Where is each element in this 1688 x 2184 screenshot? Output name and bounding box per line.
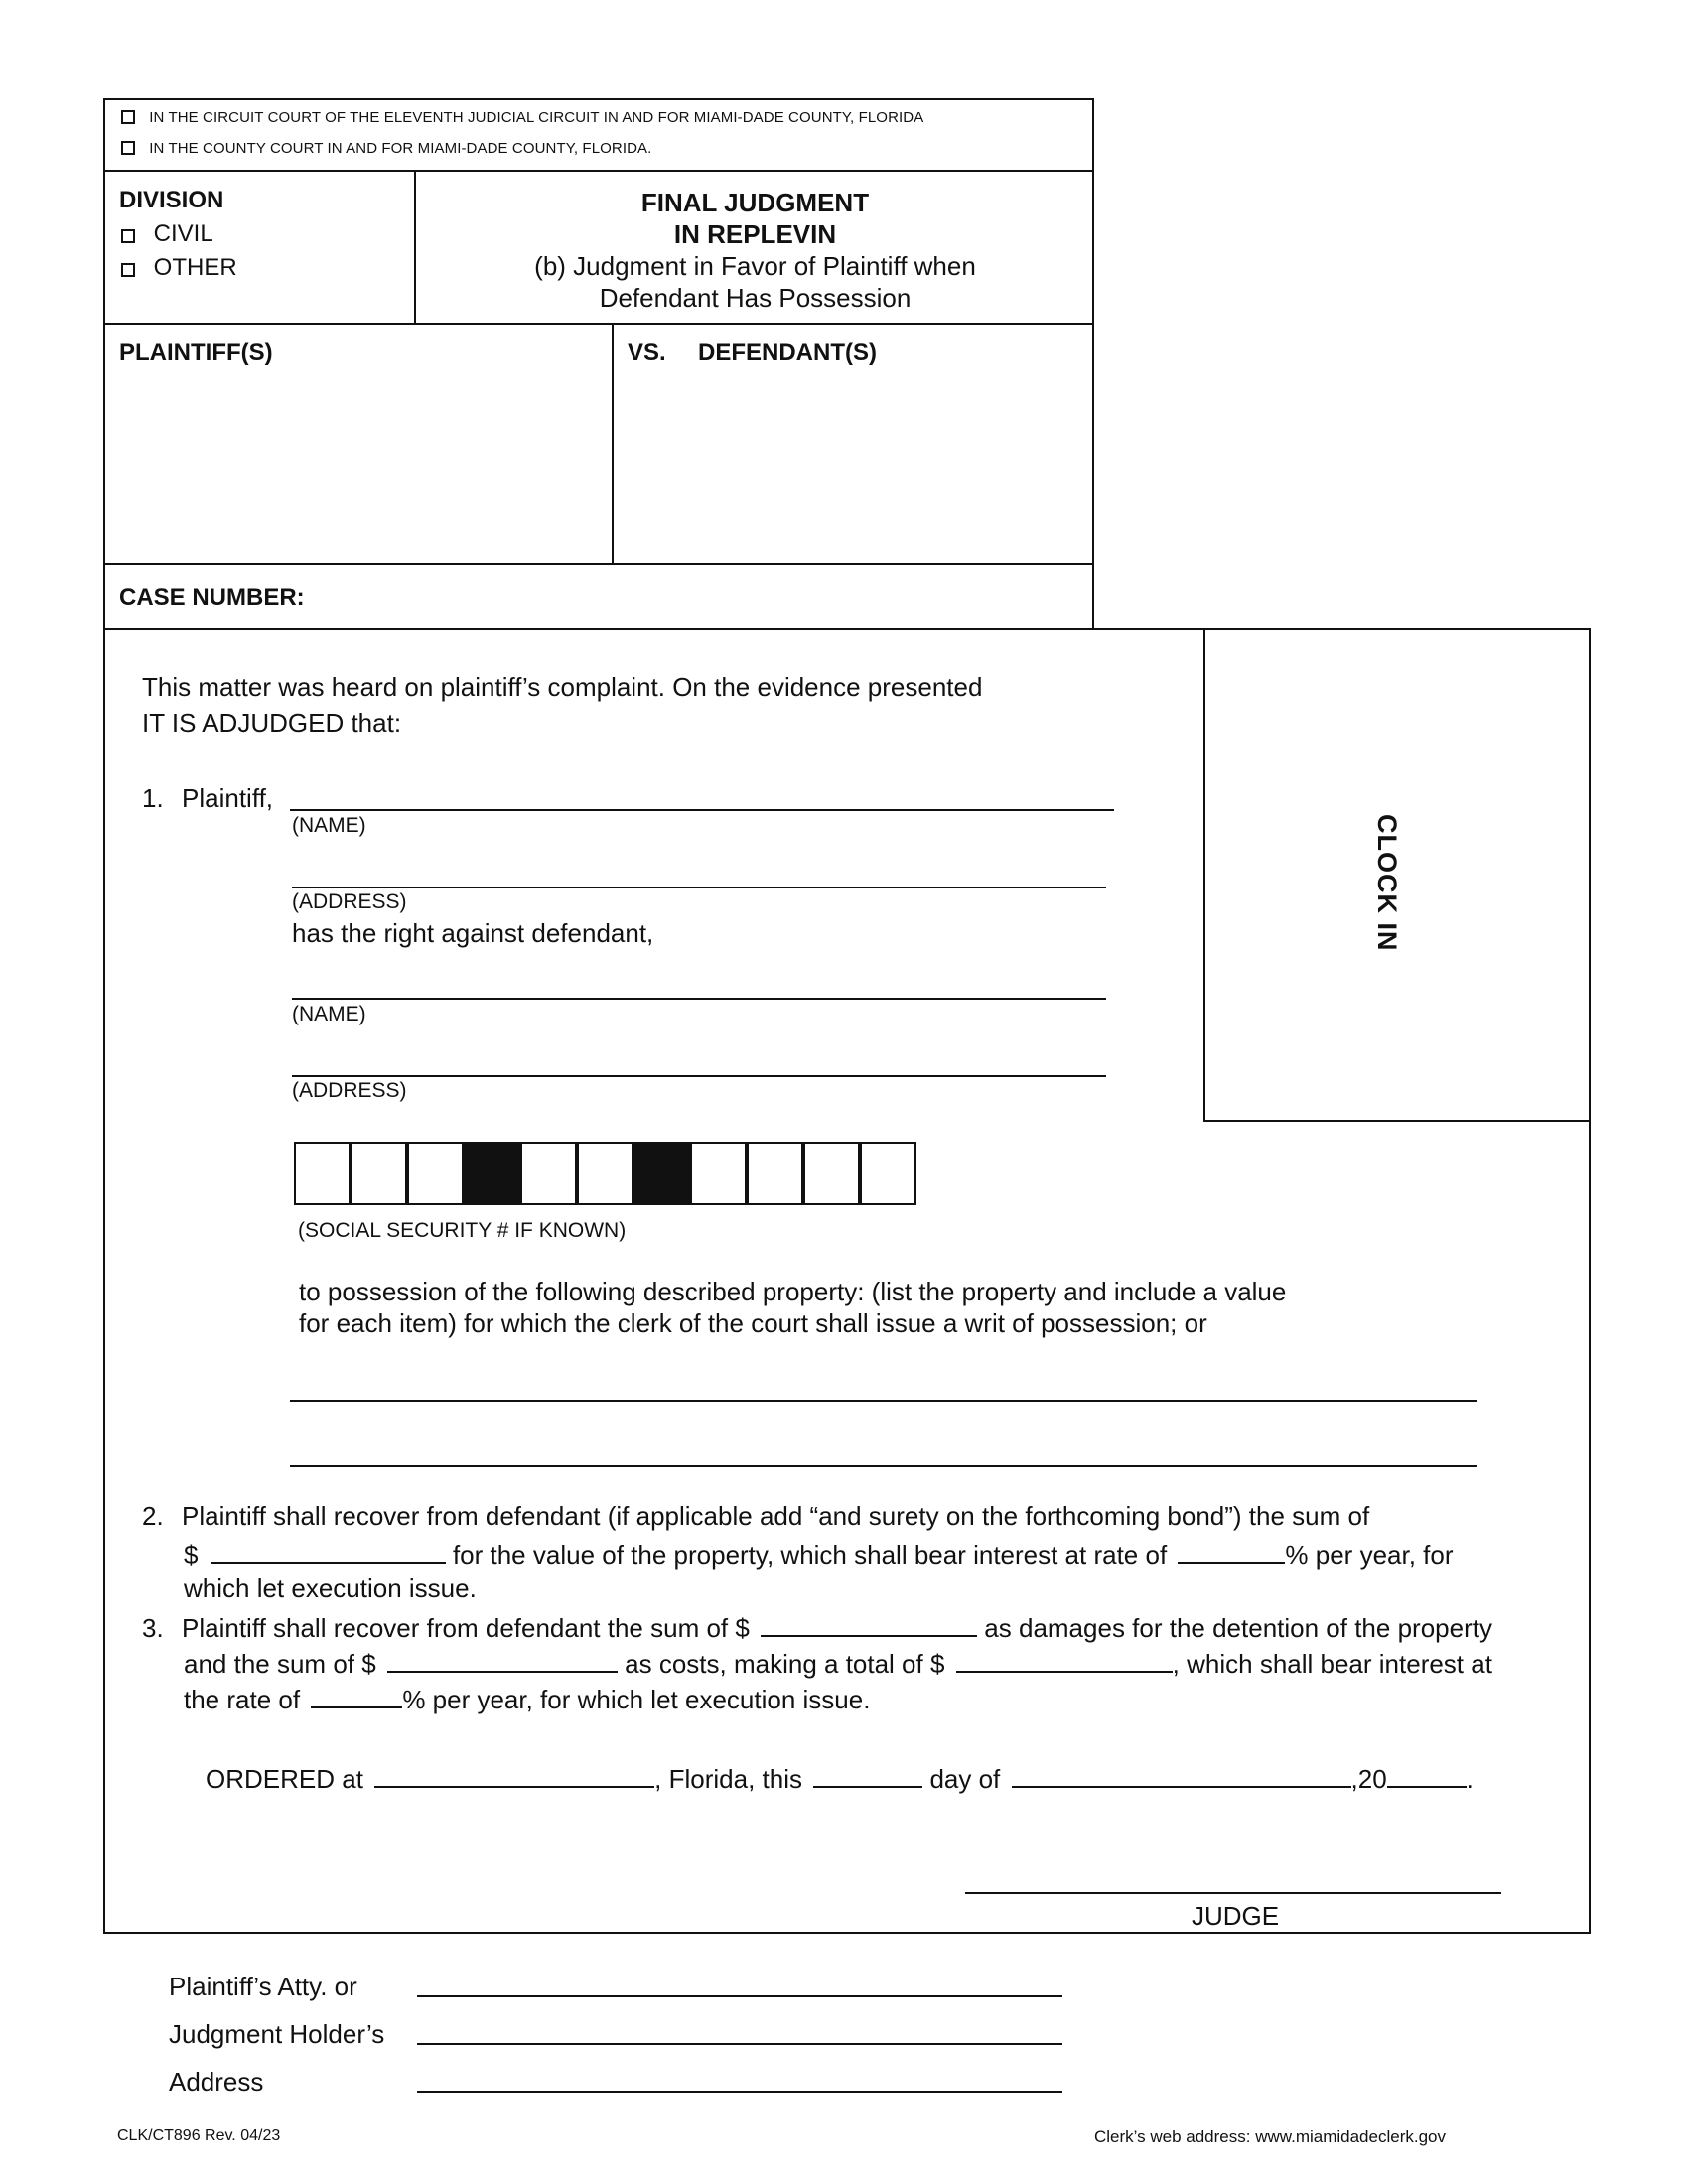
plaintiff-address-line[interactable]: [292, 887, 1106, 888]
ssn-digit-5[interactable]: [577, 1142, 633, 1205]
ssn-digit-2[interactable]: [351, 1142, 407, 1205]
ssn-label: (SOCIAL SECURITY # IF KNOWN): [298, 1219, 627, 1242]
form-title: [416, 187, 1094, 314]
form-title-line1: FINAL JUDGMENT: [640, 188, 870, 217]
item3-costs-blank[interactable]: [387, 1649, 618, 1673]
plaintiffs-label: PLAINTIFF(S): [119, 340, 273, 366]
plaintiffs-field[interactable]: [117, 377, 604, 556]
attorney-label-line1: Plaintiff’s Atty. or: [169, 1972, 357, 2001]
plaintiff-name-label: (NAME): [292, 814, 366, 837]
defendant-name-label: (NAME): [292, 1003, 366, 1025]
ssn-digit-8[interactable]: [803, 1142, 860, 1205]
defendants-field[interactable]: [626, 377, 1082, 556]
item3-damages-blank[interactable]: [761, 1613, 977, 1637]
other-checkbox[interactable]: [121, 263, 135, 277]
ssn-digit-7[interactable]: [747, 1142, 803, 1205]
circuit-court-label: IN THE CIRCUIT COURT OF THE ELEVENTH JUDICIAL CIRCUIT IN AND FOR MIAMI-DADE COUNTY, FLORIDA: [149, 109, 924, 126]
form-subtitle-line2: Defendant Has Possession: [599, 283, 912, 313]
ssn-digit-3[interactable]: [407, 1142, 464, 1205]
case-number-label: CASE NUMBER:: [119, 584, 305, 611]
intro-line1: This matter was heard on plaintiff’s complaint. On the evidence presented: [142, 672, 983, 702]
ordered-line: [206, 1761, 1474, 1797]
county-court-label: IN THE COUNTY COURT IN AND FOR MIAMI-DADE COUNTY, FLORIDA.: [149, 140, 652, 157]
plaintiff-address-label: (ADDRESS): [292, 890, 407, 913]
item2-line2: [184, 1537, 1454, 1572]
judge-signature-line[interactable]: [965, 1892, 1501, 1894]
ordered-period: .: [1466, 1764, 1474, 1794]
parties-divider: [612, 323, 614, 565]
item3-rate-suffix: % per year, for which let execution issue.: [402, 1685, 871, 1714]
ordered-day-blank[interactable]: [813, 1764, 922, 1788]
civil-checkbox[interactable]: [121, 229, 135, 243]
item3-rate-prefix: the rate of: [184, 1685, 301, 1714]
defendant-name-line[interactable]: [292, 998, 1106, 1000]
ordered-year-blank[interactable]: [1387, 1764, 1467, 1788]
item3-total-text: as costs, making a total of $: [625, 1649, 945, 1679]
clock-in-label: CLOCK IN: [1372, 814, 1402, 952]
item3-total-blank[interactable]: [956, 1649, 1173, 1673]
ordered-month-blank[interactable]: [1012, 1764, 1351, 1788]
item2-line1: Plaintiff shall recover from defendant (if applicable add “and surety on the forthcoming bond”) the sum of: [182, 1501, 1370, 1531]
ordered-at-text: ORDERED at: [206, 1764, 363, 1794]
case-number-field[interactable]: [328, 576, 1082, 619]
item3-line2: [184, 1646, 1492, 1682]
ssn-digit-9[interactable]: [860, 1142, 916, 1205]
item2-dollar-sign: $: [184, 1540, 199, 1570]
defendant-address-line[interactable]: [292, 1075, 1106, 1077]
possession-line2: for each item) for which the clerk of the court shall issue a writ of possession; or: [299, 1308, 1207, 1338]
attorney-line-2[interactable]: [417, 2043, 1062, 2045]
item2-value-text: for the value of the property, which shall bear interest at rate of: [452, 1540, 1168, 1570]
item2-interest-rate-blank[interactable]: [1178, 1540, 1285, 1564]
property-line-2[interactable]: [290, 1465, 1477, 1467]
attorney-line-3[interactable]: [417, 2091, 1062, 2093]
circuit-court-checkbox[interactable]: [121, 110, 135, 124]
ssn-grid: [294, 1142, 916, 1205]
ssn-digit-4[interactable]: [520, 1142, 577, 1205]
item3-costs-prefix: and the sum of $: [184, 1649, 376, 1679]
ssn-separator-1: [464, 1142, 520, 1205]
item3-line3: [184, 1682, 870, 1717]
ordered-florida-text: , Florida, this: [654, 1764, 802, 1794]
division-title: DIVISION: [119, 187, 224, 213]
attorney-label-line3: Address: [169, 2067, 264, 2097]
defendants-label: DEFENDANT(S): [698, 340, 877, 366]
county-court-option: [121, 140, 651, 157]
circuit-court-option: [121, 109, 923, 126]
plaintiff-name-line[interactable]: [290, 809, 1114, 811]
division-other-option: [121, 254, 237, 282]
item2-line3: which let execution issue.: [184, 1573, 477, 1603]
defendant-address-label: (ADDRESS): [292, 1079, 407, 1102]
item3-interest-text: , which shall bear interest at: [1172, 1649, 1492, 1679]
ordered-year-prefix: ,20: [1350, 1764, 1387, 1794]
attorney-line-1[interactable]: [417, 1995, 1062, 1997]
ssn-separator-2: [633, 1142, 690, 1205]
ssn-digit-1[interactable]: [294, 1142, 351, 1205]
other-label: OTHER: [153, 254, 237, 281]
judge-label: JUDGE: [1192, 1901, 1280, 1931]
possession-line1: to possession of the following described property: (list the property and include a value: [299, 1277, 1287, 1306]
form-title-line2: IN REPLEVIN: [673, 219, 837, 249]
item2-number: 2.: [142, 1501, 164, 1531]
item1-plaintiff-label: Plaintiff,: [182, 783, 274, 813]
form-subtitle-line1: (b) Judgment in Favor of Plaintiff when: [534, 251, 976, 281]
intro-line2: IT IS ADJUDGED that:: [142, 708, 402, 738]
form-id: CLK/CT896 Rev. 04/23: [117, 2127, 281, 2144]
item1-number: 1.: [142, 783, 164, 813]
ordered-dayof-text: day of: [929, 1764, 1001, 1794]
item2-property-value-blank[interactable]: [211, 1540, 446, 1564]
item3-rate-blank[interactable]: [311, 1685, 402, 1708]
vs-label: VS.: [628, 340, 666, 366]
clerk-web-address: Clerk’s web address: www.miamidadeclerk.gov: [1094, 2127, 1446, 2146]
item3-line1: [182, 1610, 1492, 1646]
item3-damages-text: as damages for the detention of the property: [984, 1613, 1492, 1643]
item3-recover-text: Plaintiff shall recover from defendant the sum of $: [182, 1613, 750, 1643]
ordered-city-blank[interactable]: [374, 1764, 654, 1788]
division-civil-option: [121, 220, 213, 248]
attorney-label-line2: Judgment Holder’s: [169, 2019, 385, 2049]
item3-number: 3.: [142, 1613, 164, 1643]
ssn-digit-6[interactable]: [690, 1142, 747, 1205]
civil-label: CIVIL: [153, 220, 213, 247]
property-line-1[interactable]: [290, 1400, 1477, 1402]
item2-rate-suffix: % per year, for: [1285, 1540, 1454, 1570]
county-court-checkbox[interactable]: [121, 141, 135, 155]
right-against-text: has the right against defendant,: [292, 918, 654, 948]
